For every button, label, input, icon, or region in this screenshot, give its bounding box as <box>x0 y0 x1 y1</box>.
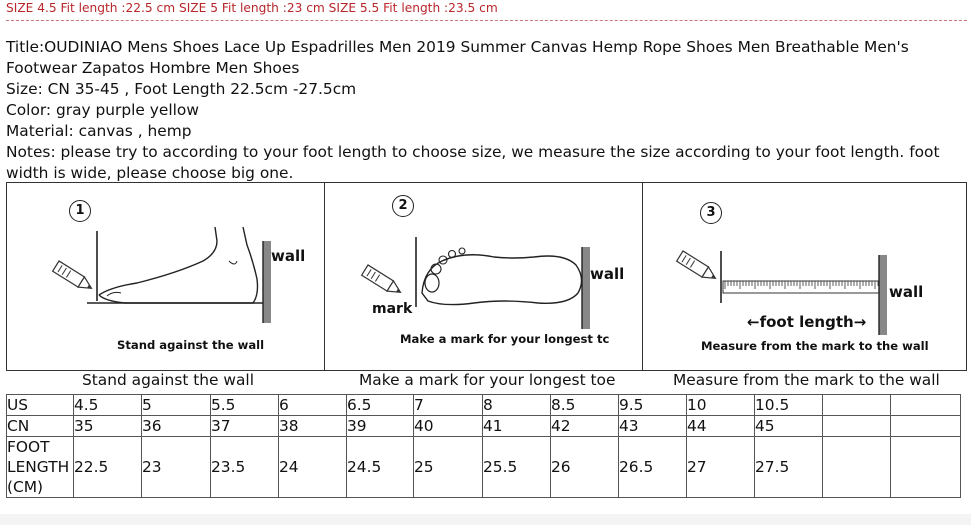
size-cell: 38 <box>279 416 347 437</box>
step-1-header: Stand against the wall <box>82 371 254 389</box>
size-cell: 25.5 <box>483 437 551 498</box>
step-headers <box>6 371 965 394</box>
step-caption: Measure from the mark to the wall <box>701 339 929 353</box>
mark-label: mark <box>372 301 413 317</box>
size-cell: 40 <box>414 416 483 437</box>
table-row <box>7 437 961 498</box>
size-cell: 35 <box>74 416 142 437</box>
size-cell <box>823 437 891 498</box>
table-row <box>7 416 961 437</box>
size-cell: 24 <box>279 437 347 498</box>
product-size: Size: CN 35-45 , Foot Length 22.5cm -27.5cm <box>6 80 357 98</box>
step-3-panel <box>643 183 966 370</box>
size-table <box>6 394 961 498</box>
table-row <box>7 395 961 416</box>
wall-label: wall <box>590 265 625 283</box>
size-cell: 41 <box>483 416 551 437</box>
product-material: Material: canvas , hemp <box>6 122 192 140</box>
size-cell: 7 <box>414 395 483 416</box>
size-cell: 25 <box>414 437 483 498</box>
size-cell: 9.5 <box>619 395 687 416</box>
product-title: Title:OUDINIAO Mens Shoes Lace Up Espadrilles Men 2019 Summer Canvas Hemp Rope Shoes Men Breathable Men's Footwear Zapatos Hombre Men Shoes <box>6 38 909 77</box>
row-label: FOOT LENGTH (CM) <box>7 437 74 498</box>
pencil-icon <box>677 251 719 283</box>
step-3-header: Measure from the mark to the wall <box>673 371 940 389</box>
size-cell: 10.5 <box>755 395 823 416</box>
size-cell: 43 <box>619 416 687 437</box>
size-cell: 10 <box>687 395 755 416</box>
measure-instructions <box>6 182 967 371</box>
size-cell: 26.5 <box>619 437 687 498</box>
product-description <box>6 37 969 184</box>
product-notes: Notes: please try to according to your foot length to choose size, we measure the size according to your foot length. foot width is wide, please choose big one. <box>6 143 940 182</box>
step-number: 3 <box>700 202 722 224</box>
size-cell: 27 <box>687 437 755 498</box>
step-number: 1 <box>69 200 91 222</box>
size-cell: 45 <box>755 416 823 437</box>
row-label: CN <box>7 416 74 437</box>
step-caption: Make a mark for your longest tc <box>400 332 610 346</box>
pencil-icon <box>362 265 404 297</box>
size-cell: 4.5 <box>74 395 142 416</box>
size-cell <box>823 395 891 416</box>
size-cell <box>823 416 891 437</box>
size-cell: 6.5 <box>347 395 414 416</box>
page-bottom-band <box>0 514 971 525</box>
size-cell: 5 <box>142 395 211 416</box>
size-cell: 5.5 <box>211 395 279 416</box>
size-cell: 6 <box>279 395 347 416</box>
step-2-panel <box>324 183 643 370</box>
product-color: Color: gray purple yellow <box>6 101 199 119</box>
step-caption: Stand against the wall <box>117 338 265 352</box>
size-cell: 27.5 <box>755 437 823 498</box>
size-cell: 37 <box>211 416 279 437</box>
size-cell: 44 <box>687 416 755 437</box>
size-cell <box>891 395 961 416</box>
foot-length-label: ←foot length→ <box>747 313 867 331</box>
step-number: 2 <box>392 195 414 217</box>
size-cell <box>891 416 961 437</box>
size-cell: 8.5 <box>551 395 619 416</box>
size-cell <box>891 437 961 498</box>
row-label: US <box>7 395 74 416</box>
step-2-header: Make a mark for your longest toe <box>359 371 616 389</box>
size-cell: 23 <box>142 437 211 498</box>
size-cell: 8 <box>483 395 551 416</box>
wall-label: wall <box>889 283 924 301</box>
size-cell: 22.5 <box>74 437 142 498</box>
size-cell: 36 <box>142 416 211 437</box>
step-1-panel <box>7 183 325 370</box>
size-fit-note: SIZE 4.5 Fit length :22.5 cm SIZE 5 Fit length :23 cm SIZE 5.5 Fit length :23.5 cm <box>6 1 498 15</box>
pencil-icon <box>53 261 95 293</box>
size-cell: 23.5 <box>211 437 279 498</box>
size-cell: 42 <box>551 416 619 437</box>
size-cell: 39 <box>347 416 414 437</box>
dashed-divider <box>6 20 967 21</box>
size-cell: 26 <box>551 437 619 498</box>
size-cell: 24.5 <box>347 437 414 498</box>
wall-label: wall <box>271 247 306 265</box>
